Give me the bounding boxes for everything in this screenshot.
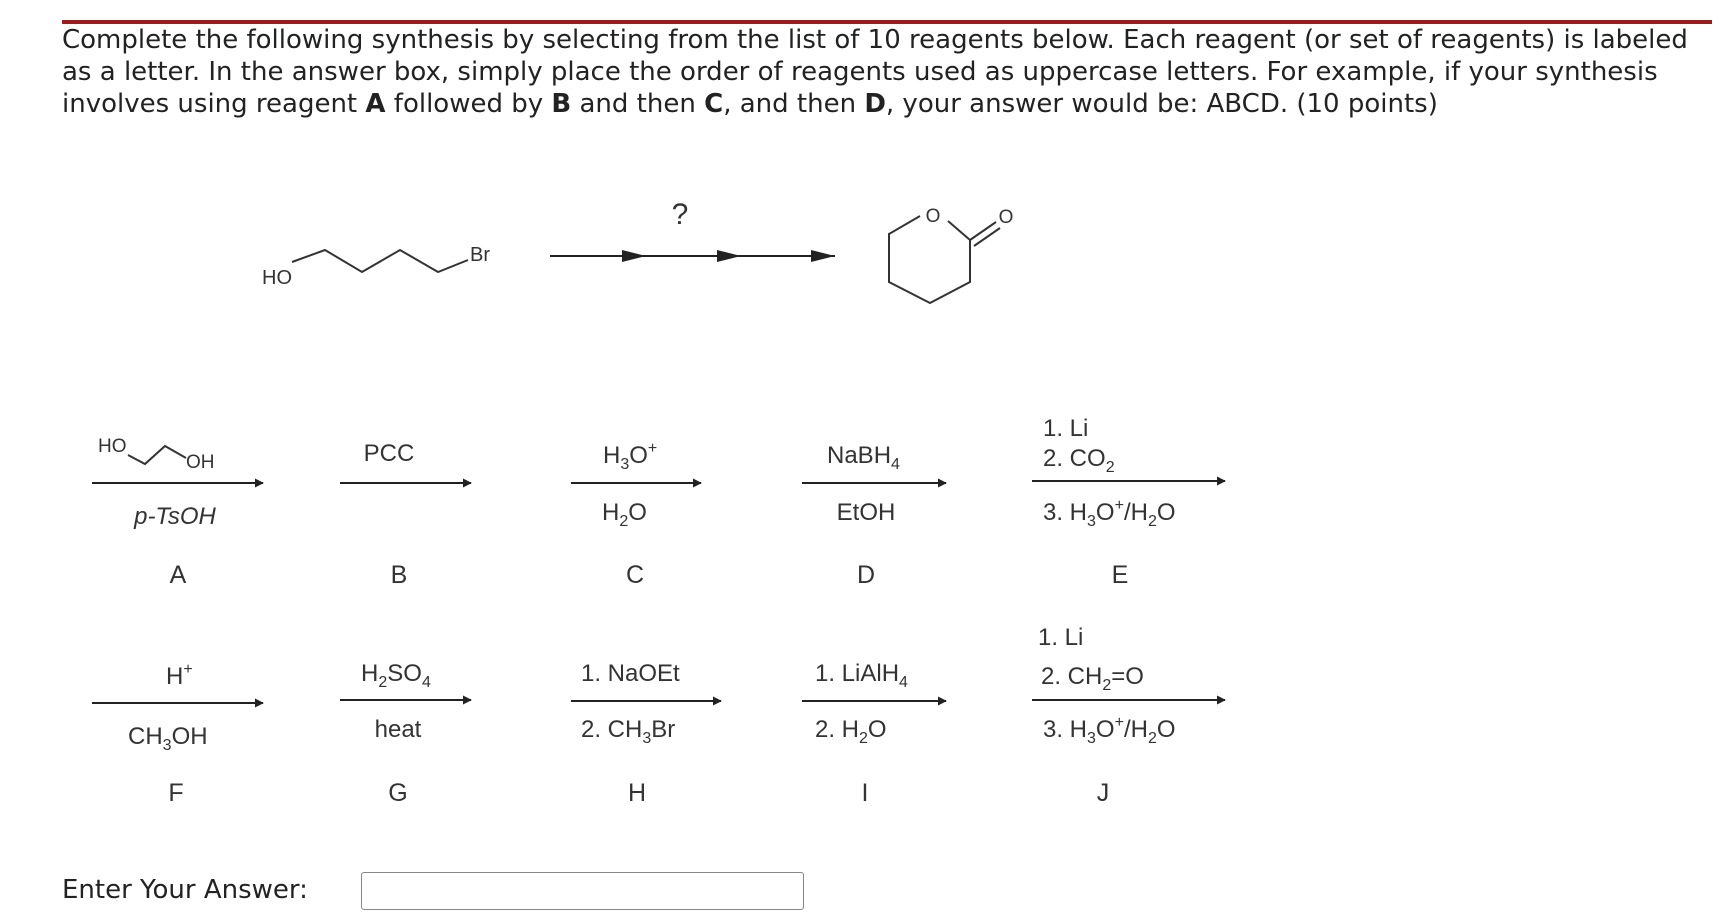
- reagent-h: [571, 660, 721, 807]
- reagent-i-line-1: 1. LiAlH$_4$: [815, 660, 908, 691]
- lactone-ring-bond: [948, 221, 970, 240]
- reagent-a-below: p-TsOH: [134, 503, 216, 530]
- answer-label: Enter Your Answer:: [62, 875, 308, 905]
- reagent-c: [571, 440, 701, 589]
- reagent-e: [1032, 415, 1225, 589]
- reagent-e-line-3: 3. $H_3O^+/H_2O$: [1043, 497, 1176, 530]
- reagent-j-line-1: 1. Li: [1038, 624, 1084, 651]
- reagent-j-line-2: 2. $CH_2=O$: [1041, 663, 1144, 694]
- reagent-g-below: heat: [374, 716, 422, 743]
- carbonyl-oxygen: O: [998, 207, 1014, 228]
- reagent-d-letter: D: [856, 561, 876, 589]
- question-bold-d: D: [864, 89, 886, 119]
- reagent-e-line-1: 1. Li: [1043, 415, 1089, 442]
- starting-material-chain: [292, 250, 468, 272]
- answer-input[interactable]: [361, 872, 804, 910]
- product-lactone: [889, 206, 1013, 303]
- carbonyl-bond-1: [970, 222, 996, 240]
- carbonyl-bond-2: [974, 228, 1000, 246]
- reagent-j: [1032, 624, 1225, 807]
- starting-material: [262, 244, 490, 289]
- question-bold-c: C: [704, 89, 724, 119]
- reagent-g: [340, 660, 471, 807]
- reagent-j-line-3: 3. $H_3O^+/H_2O$: [1043, 714, 1176, 747]
- reagent-a-oh: OH: [186, 452, 215, 473]
- question-bold-a: A: [365, 89, 386, 119]
- reagent-b: [340, 440, 471, 589]
- reagent-d-below: EtOH: [836, 499, 896, 526]
- reagent-h-line-2: 2. $CH_3Br$: [581, 716, 676, 747]
- reagent-f: [92, 661, 263, 807]
- reagent-e-line-2: 2. $CO_2$: [1043, 445, 1115, 476]
- reagent-b-letter: B: [390, 561, 408, 589]
- reagent-f-above: H+: [166, 661, 193, 690]
- reagent-g-letter: G: [388, 779, 408, 807]
- reagent-c-letter: C: [625, 561, 645, 589]
- multistep-arrow: [550, 198, 835, 262]
- arrow-head-1: [622, 250, 646, 262]
- reagent-a: [92, 436, 263, 589]
- reagent-e-letter: E: [1111, 561, 1129, 589]
- reagent-c-below: $H_2O$: [602, 499, 647, 530]
- starting-material-br-label: Br: [470, 244, 490, 266]
- reagent-f-below: $CH_3OH$: [128, 723, 208, 754]
- arrow-head-2: [717, 250, 741, 262]
- reagent-a-letter: A: [169, 561, 187, 589]
- reagent-g-above: $H_2SO_4$: [361, 660, 431, 691]
- reagent-d: [802, 442, 946, 589]
- reagent-i-letter: I: [861, 779, 869, 807]
- question-part: and then: [571, 89, 705, 119]
- question-part: Complete the following synthesis by selecting from the list of 10 reagents below. Each reagent (or set of reagents) is labeled as a letter. In the answer box, simply place the order of reagents used as uppercase letters. For example, if your synthesis involves using reagent: [62, 25, 1688, 119]
- question-bold-b: B: [551, 89, 572, 119]
- question-part: , and then: [723, 89, 865, 119]
- reagent-b-above: PCC: [363, 440, 415, 467]
- ring-oxygen: O: [925, 206, 941, 227]
- reagent-c-above: $H_3O^+$: [603, 440, 658, 473]
- question-part: , your answer would be: ABCD. (10 points): [885, 89, 1438, 119]
- reagent-i-line-2: 2. $H_2O$: [815, 716, 887, 747]
- question-part: followed by: [385, 89, 552, 119]
- starting-material-ho-label: HO: [262, 267, 292, 289]
- reagent-j-letter: J: [1096, 779, 1110, 807]
- arrow-head-3: [811, 250, 835, 262]
- reagent-a-diol-chain: [128, 446, 186, 464]
- reagent-h-line-1: 1. NaOEt: [581, 660, 680, 687]
- reagent-f-letter: F: [168, 779, 184, 807]
- question-mark: ?: [671, 198, 689, 231]
- reagent-d-above: NaBH$_4$: [827, 442, 900, 473]
- reagent-a-ho: HO: [98, 436, 127, 457]
- reagent-h-letter: H: [627, 779, 647, 807]
- reagent-i: [802, 660, 946, 807]
